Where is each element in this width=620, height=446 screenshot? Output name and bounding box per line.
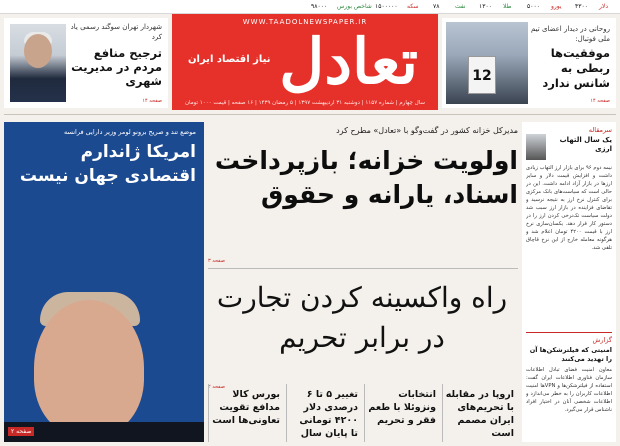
editorial-body: نیمه دوم ۹۶ برای بازار ارز التهاب زیادی داشت و افزایش قیمت دلار و سایر ارزها در بازار آزاد ادامه داشت. این در حالی است که سیاست‌های بانک مرکزی برای کنترل نرخ ارز به نتیجه نرسید و تقاضای فزاینده در بازار ارز سبب شد دولت سیاست تک‌نرخی کردن ارز را در دستور کار قرار دهد. یکسان‌سازی نرخ ارز با قیمت ۴۲۰۰ تومان اعلام شد و هرگونه معامله خارج از این نرخ قاچاق تلقی شد. bbox=[526, 165, 612, 251]
mayor-headline: ترجیح منافع مردم در مدیریت شهری bbox=[71, 46, 162, 88]
football-headline: موفقیت‌ها ربطی به شانس ندارد bbox=[542, 46, 610, 90]
ticker-label-3: طلا bbox=[503, 3, 512, 10]
page-ref: صفحه ۲ bbox=[208, 384, 225, 390]
divider bbox=[526, 332, 612, 333]
cover-headline: امریکا ژاندارم اقتصادی جهان نیست bbox=[19, 142, 196, 186]
main-kicker: مدیرکل خزانه کشور در گفت‌وگو با «تعادل» مطرح کرد bbox=[336, 126, 518, 135]
shirt-icon: 12 bbox=[468, 56, 496, 94]
page-ref: صفحه ۳ bbox=[208, 258, 225, 264]
newspaper-logo: تعادل bbox=[279, 25, 418, 98]
football-news-box[interactable] bbox=[442, 18, 616, 108]
ticker-label-1: دلار bbox=[599, 3, 608, 10]
main-headline[interactable]: اولویت خزانه؛ بازپرداخت اسناد، یارانه و حقوق bbox=[214, 146, 518, 209]
editorial-title[interactable]: یک سال التهاب ارزی bbox=[559, 136, 612, 153]
teaser-item[interactable]: تغییر ۵ تا ۶ درصدی دلار ۴۲۰۰ تومانی تا پایان سال bbox=[286, 384, 362, 442]
editorial-label: سرمقاله bbox=[588, 126, 612, 134]
ticker-value-4: ۷۸ bbox=[433, 3, 440, 10]
mayor-news-box[interactable] bbox=[4, 18, 168, 108]
page-ref: صفحه ۱۴ bbox=[142, 98, 162, 104]
page-ref: صفحه ۱۴ bbox=[590, 98, 610, 104]
teaser-item[interactable]: انتخابات ونزوئلا با طعم فقر و تحریم bbox=[364, 384, 440, 442]
page-ref: صفحه ۲ bbox=[8, 427, 34, 436]
mayor-kicker: شهردار تهران سوگند رسمی یاد کرد bbox=[70, 23, 162, 41]
teaser-item[interactable]: بورس کالا مدافع تقویت تعاونی‌ها است bbox=[208, 384, 284, 442]
right-column bbox=[522, 122, 616, 442]
report-body: معاون امنیت فضای تبادل اطلاعات سازمان فناوری اطلاعات ایران گفت: استفاده از فیلترشکن‌ها و VPNها امنیت اطلاعات کاربران را به خطر می‌اندازد و اطلاعات شخصی آنان در اختیار افراد ناشناس قرار می‌گیرد. bbox=[526, 367, 612, 413]
website-url: WWW.TAADOLNEWSPAPER.IR bbox=[242, 18, 368, 26]
football-kicker: روحانی در دیدار اعضای تیم ملی فوتبال: bbox=[531, 25, 610, 43]
author-photo bbox=[526, 134, 546, 160]
portrait-face bbox=[34, 300, 144, 436]
ticker-value-2: ۵۰۰۰ bbox=[527, 3, 540, 10]
teaser-strip bbox=[208, 384, 518, 442]
masthead bbox=[172, 14, 438, 110]
ticker-value-1: ۴۳۰۰ bbox=[575, 3, 588, 10]
ticker-label-2: یورو bbox=[551, 3, 562, 10]
ticker-label-4: نفت bbox=[455, 3, 466, 10]
secondary-headline[interactable]: راه واکسینه کردن تجارت در برابر تحریم bbox=[216, 281, 508, 354]
ticker-label-5: سکه bbox=[407, 3, 419, 10]
report-label: گزارش bbox=[592, 336, 612, 344]
divider bbox=[4, 114, 616, 115]
ticker-value-6: ۹۸۰۰۰ bbox=[311, 3, 328, 10]
team-photo bbox=[446, 22, 528, 104]
cover-kicker: موضع تند و صریح برونو لومر وزیر دارایی فرانسه bbox=[63, 128, 196, 136]
ticker-value-3: ۱۳۰۰ bbox=[479, 3, 492, 10]
ticker-value-5: ۱۵۰۰۰۰۰ bbox=[375, 3, 398, 10]
ticker-label-6: شاخص بورس bbox=[337, 3, 372, 10]
price-ticker bbox=[0, 0, 620, 14]
divider bbox=[208, 268, 518, 269]
mayor-photo bbox=[10, 24, 66, 102]
report-title[interactable]: امنیتی که فیلترشکن‌ها آن را تهدید می‌کنند bbox=[529, 346, 612, 363]
issue-info: سال چهارم | شماره ۱۱۵۷ | دوشنبه ۳۱ اردیبهشت ۱۳۹۷ | ۵ رمضان ۱۴۳۹ | ۱۶ صفحه | قیمت ۱۰۰۰ تومان bbox=[185, 100, 425, 106]
cover-story[interactable] bbox=[4, 122, 204, 442]
newspaper-tagline: نیاز اقتصاد ایران bbox=[188, 54, 271, 65]
teaser-item[interactable]: اروپا در مقابله با تحریم‌های ایران مصمم است bbox=[442, 384, 518, 442]
